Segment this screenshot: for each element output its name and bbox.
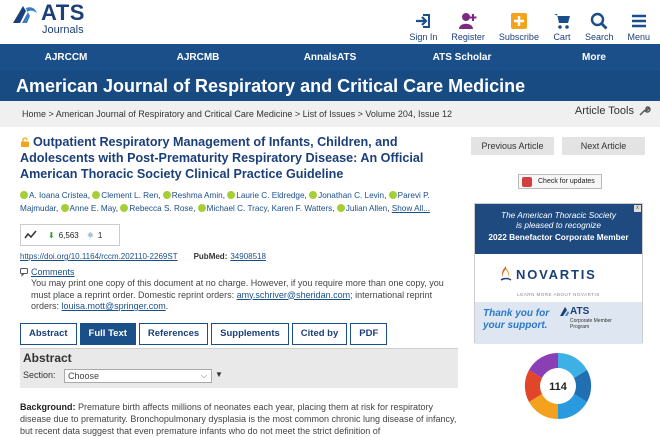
journal-title[interactable]: American Journal of Respiratory and Critical Care Medicine	[16, 76, 526, 96]
ad-member-line: Corporate Member	[570, 318, 612, 324]
orcid-icon	[61, 204, 69, 212]
article-main	[20, 134, 458, 437]
ad-member-line: Program	[570, 324, 590, 330]
register-label: Register	[451, 32, 485, 42]
altmetric-badge[interactable]	[523, 351, 593, 421]
chevron-down-icon: ⌵	[200, 370, 207, 380]
ad-thanks-line: your support.	[483, 320, 548, 331]
journal-banner	[0, 71, 660, 101]
tab-abstract[interactable]: Abstract	[20, 323, 77, 345]
ad-tagline: LEARN MORE ABOUT NOVARTIS	[517, 292, 600, 297]
menu-icon	[630, 12, 648, 30]
author-link[interactable]: Rebecca S. Rose	[129, 203, 194, 213]
sponsor-ad[interactable]	[474, 203, 643, 343]
author-link[interactable]: Parevi P. Majmudar	[20, 191, 430, 213]
background-text: Premature birth affects millions of neonates each year, placing them at risk for respiratory disease due to prematurity. Bronchopulmonary dysplasia is the most common chronic lung disease of infancy, but recent data suggest that even premature infants who do not meet the strict definition of	[20, 401, 457, 436]
altmetric-score: 114	[549, 381, 567, 393]
orcid-icon	[309, 191, 317, 199]
pubmed-link[interactable]: 34908518	[230, 252, 266, 261]
comments-link[interactable]: Comments	[31, 267, 75, 277]
citation-icon: ⚛	[86, 230, 94, 240]
tab-references[interactable]: References	[139, 323, 208, 345]
register-button[interactable]	[451, 12, 485, 42]
breadcrumb-bar	[0, 101, 660, 127]
orcid-icon	[92, 191, 100, 199]
orcid-icon	[20, 191, 28, 199]
ad-thanks	[483, 308, 549, 332]
breadcrumb[interactable]: Home > American Journal of Respiratory and Critical Care Medicine > List of Issues > Volume 204, Issue 12	[22, 109, 452, 119]
article-tabs	[20, 323, 458, 345]
reprint-text: .	[165, 301, 169, 311]
ad-close-icon[interactable]: x	[636, 205, 639, 211]
comment-icon	[20, 268, 28, 276]
cart-icon	[553, 12, 571, 30]
author-link[interactable]: Clement L. Ren	[101, 191, 159, 200]
previous-article-button[interactable]: Previous Article	[471, 137, 554, 155]
orcid-icon	[163, 191, 171, 199]
logo-name: ATS	[41, 0, 85, 25]
ats-logo-icon	[560, 306, 570, 316]
cart-label: Cart	[553, 32, 571, 42]
ad-ats-name: ATS	[570, 306, 590, 317]
trend-chart-icon	[25, 230, 36, 241]
section-select[interactable]	[64, 369, 212, 383]
author-link[interactable]: Reshma Amin	[171, 191, 223, 200]
doi-link[interactable]: https://doi.org/10.1164/rccm.202110-2269ST	[20, 252, 178, 261]
subscribe-label: Subscribe	[498, 32, 539, 42]
crossmark-icon	[522, 177, 532, 187]
menu-label: Menu	[627, 32, 650, 42]
tab-pdf[interactable]: PDF	[350, 323, 387, 345]
ats-logo-icon	[12, 4, 38, 24]
subscribe-button[interactable]	[499, 12, 539, 42]
reprint-notice	[31, 278, 458, 313]
citations-metric	[87, 231, 103, 240]
abstract-body	[20, 401, 458, 437]
section-select-value: Choose	[68, 370, 100, 381]
author-link[interactable]: Laurie C. Eldredge	[236, 191, 305, 200]
section-label: Section:	[23, 369, 56, 380]
novartis-flame-icon	[500, 265, 512, 281]
abstract-header	[20, 348, 458, 388]
domestic-reprint-email[interactable]: amy.schriver@sheridan.com	[236, 289, 351, 300]
search-button[interactable]	[585, 12, 614, 42]
downloads-count: 6,563	[58, 230, 79, 240]
ad-brand: NOVARTIS	[516, 267, 597, 282]
abstract-heading: Abstract	[23, 350, 72, 365]
search-icon	[590, 12, 608, 30]
downloads-metric	[48, 231, 79, 240]
menu-button[interactable]	[627, 12, 650, 42]
register-icon	[459, 12, 477, 30]
article-tools-label: Article Tools	[574, 105, 634, 117]
header-tools	[395, 12, 650, 42]
ad-banner-bottom	[475, 302, 642, 344]
wrench-icon	[638, 105, 650, 117]
sign-in-button[interactable]	[409, 12, 437, 42]
open-access-lock-icon	[20, 137, 30, 147]
orcid-icon	[120, 204, 128, 212]
ad-banner-top	[475, 204, 642, 254]
article-tools-button[interactable]	[575, 105, 650, 117]
ad-line: The American Thoracic Society	[501, 210, 616, 220]
article-nav-buttons	[471, 137, 653, 155]
reprint-text: ; international reprint orders:	[31, 289, 433, 311]
ats-journals-logo[interactable]	[12, 2, 85, 36]
tab-supplements[interactable]: Supplements	[211, 323, 289, 345]
orcid-icon	[389, 191, 397, 199]
next-article-button[interactable]: Next Article	[562, 137, 645, 155]
orcid-icon	[337, 204, 345, 212]
sign-in-icon	[414, 12, 432, 30]
comments-row	[20, 267, 458, 277]
show-all-authors-link[interactable]: Show All...	[391, 203, 431, 213]
tab-full-text[interactable]: Full Text	[80, 323, 136, 345]
orcid-icon	[227, 191, 235, 199]
ad-sponsor	[475, 254, 642, 302]
ad-line: is pleased to recognize	[516, 220, 601, 230]
cart-button[interactable]	[553, 12, 571, 42]
author-link[interactable]: A. Ioana Cristea	[29, 191, 88, 200]
ad-thanks-line: Thank you for	[483, 308, 550, 319]
sign-in-label: Sign In	[409, 32, 438, 42]
subscribe-icon	[510, 12, 528, 30]
author-link[interactable]: Julian Allen	[345, 203, 388, 213]
background-label: Background:	[20, 401, 76, 412]
search-label: Search	[584, 32, 614, 42]
reprint-text: You may print one copy of this document at no charge. However, if you require more than one copy, you must place a reprint order. Domestic reprint orders:	[31, 278, 444, 300]
article-metrics[interactable]	[20, 224, 120, 246]
international-reprint-email[interactable]: louisa.mott@springer.com	[61, 301, 166, 311]
nav-item-annalsats[interactable]: AnnalsATS	[303, 52, 357, 63]
nav-item-ajrcmb[interactable]: AJRCMB	[176, 52, 220, 63]
author-link[interactable]: Michael C. Tracy	[206, 203, 267, 213]
author-link[interactable]: Anne E. May	[69, 203, 116, 213]
logo-sub: Journals	[42, 24, 84, 36]
download-icon: ⬇	[48, 230, 55, 240]
check-for-updates-button[interactable]	[518, 174, 602, 189]
doi-row	[20, 252, 458, 261]
nav-item-ats-scholar[interactable]: ATS Scholar	[432, 52, 492, 63]
nav-item-ajrccm[interactable]: AJRCCM	[44, 52, 88, 63]
ad-line: 2022 Benefactor Corporate Member	[488, 232, 629, 242]
tab-cited-by[interactable]: Cited by	[292, 323, 347, 345]
author-link[interactable]: Jonathan C. Levin	[318, 191, 385, 200]
nav-item-more[interactable]: More	[582, 52, 606, 63]
journal-nav	[0, 44, 660, 71]
author-link[interactable]: Karen F. Watters	[271, 203, 333, 213]
citations-count: 1	[97, 230, 103, 240]
ad-member-program	[570, 318, 612, 330]
author-list: A. Ioana Cristea, Clement L. Ren, Reshma Amin, Laurie C. Eldredge, Jonathan C. Levin, Parevi P. Majmudar, Anne E. May, Rebecca S. Rose, Michael C. Tracy, Karen F. Watters, Julian Allen, Show All...	[20, 191, 431, 213]
orcid-icon	[198, 204, 206, 212]
check-updates-label: Check for updates	[538, 178, 595, 185]
article-title	[20, 134, 458, 182]
caret-down-icon[interactable]: ▼	[215, 369, 223, 379]
article-title-text: Outpatient Respiratory Management of Infants, Children, and Adolescents with Post-Prematurity Respiratory Disease: An Official American Thoracic Society Clinical Practice Guideline	[20, 135, 424, 181]
pubmed-label: PubMed:	[193, 252, 228, 261]
site-header	[0, 0, 660, 44]
